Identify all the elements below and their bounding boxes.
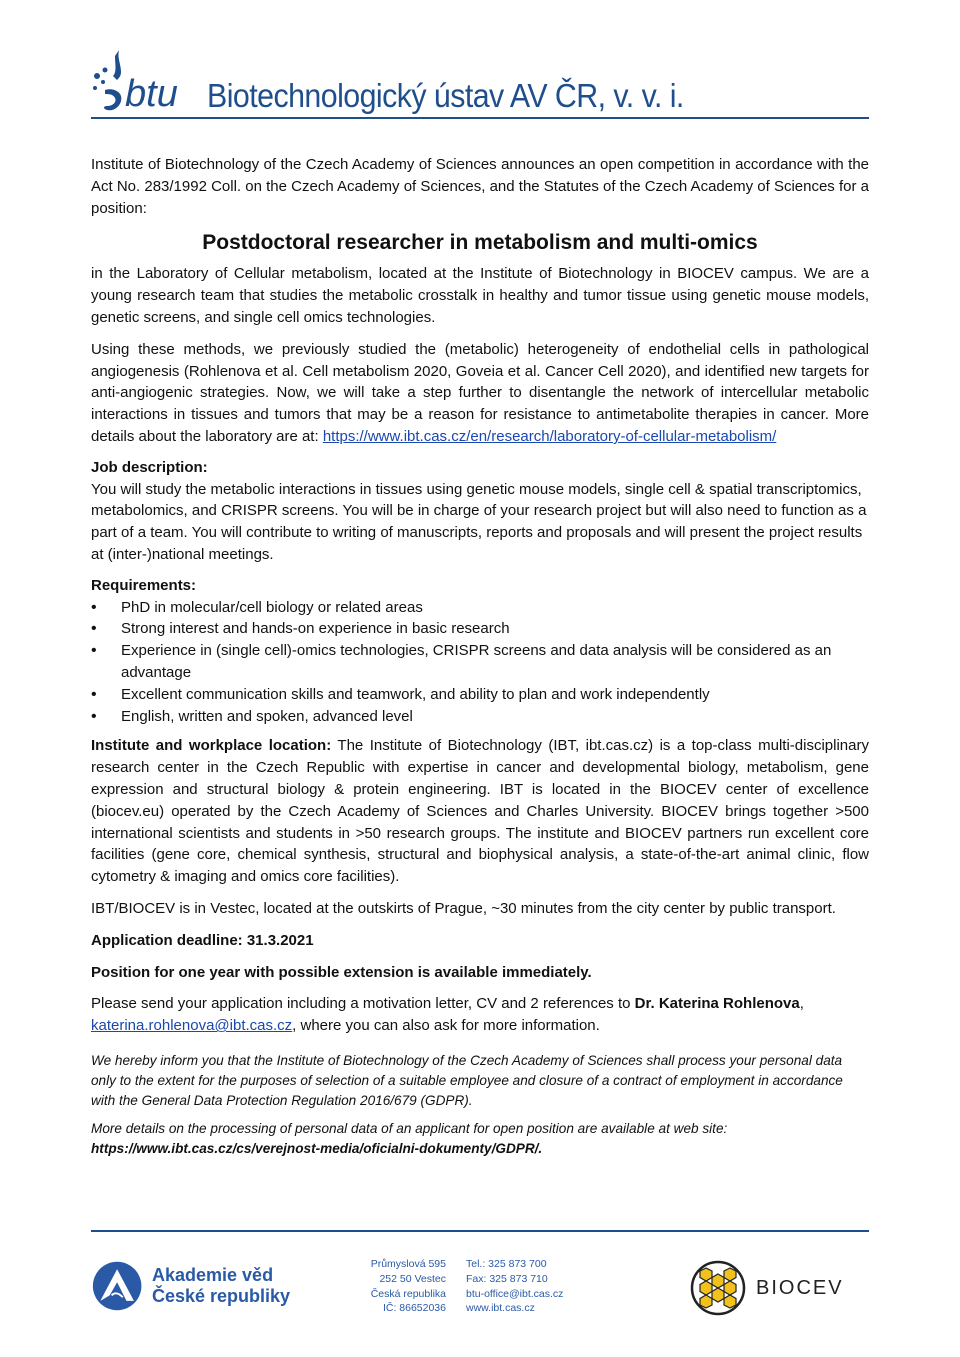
application-paragraph [91,993,869,1037]
institute-label: Institute and workplace location: [91,737,332,755]
application-text-end: , where you can also ask for more information. [292,1017,600,1035]
biocev-name: BIOCEV [756,1277,844,1299]
footer-divider [91,1230,869,1232]
list-item: • Excellent communication skills and teamwork, and ability to plan and work independently [91,684,869,706]
job-description-text: You will study the metabolic interactions in tissues using genetic mouse models, single cell & spatial transcriptomics, metabolomics, and CRISPR screens. You will be in charge of your research project but will also need to function as a part of a team. You will contribute to writing of manuscripts, reports and proposals and will present the project results at (inter-)national meetings. [91,480,867,563]
address-line: 252 50 Vestec [379,1272,446,1285]
gdpr-notice [91,1051,869,1159]
contact-email[interactable]: btu-office@ibt.cas.cz [466,1287,564,1300]
contact-name: Dr. Katerina Rohlenova [634,995,800,1013]
footer-contact [466,1257,563,1316]
contact-email-link[interactable]: katerina.rohlenova@ibt.cas.cz [91,1017,293,1035]
institute-text: The Institute of Biotechnology (IBT, ibt.cas.cz) is a top-class multi-disciplinary research center in the Czech Republic with expertise in cancer and developmental biology, metabolism, gene expression and structural biology & protein engineering. IBT is located in the BIOCEV center of excellence (biocev.eu) operated by the Czech Academy of Sciences and Charles University. BIOCEV brings together >500 international scientists and students in >50 research groups. The institute and BIOCEV partners run excellent core facilities (gene core, chemical synthesis, structural and biophysical analysis, a state-of-the-art animal clinic, flow cytometry & imaging and omics core facilities). [91,737,869,886]
address-line: Česká republika [370,1287,446,1300]
contact-fax: Fax: 325 873 710 [466,1272,548,1285]
list-item: • English, written and spoken, advanced level [91,706,869,728]
location-paragraph: IBT/BIOCEV is in Vestec, located at the outskirts of Prague, ~30 minutes from the city center by public transport. [91,899,836,917]
academy-name [152,1265,290,1307]
job-description-section [91,457,869,566]
address-line: IČ: 86652036 [382,1302,446,1315]
lab-link[interactable]: https://www.ibt.cas.cz/en/research/laboratory-of-cellular-metabolism/ [322,427,777,445]
requirements-section [91,575,869,728]
btu-logo-icon [91,46,203,118]
requirements-label: Requirements: [91,576,197,594]
institute-paragraph [91,735,869,888]
btu-logo-text: btu [125,73,178,115]
gdpr-details-link[interactable]: https://www.ibt.cas.cz/cs/verejnost-media/oficialni-dokumenty/GDPR/. [91,1140,543,1156]
job-description-label: Job description: [91,458,208,476]
application-deadline: Application deadline: 31.3.2021 [91,931,314,949]
institute-name: Biotechnologický ústav AV ČR, v. v. i. [207,77,684,114]
gdpr-details-text: More details on the processing of personal data of an applicant for open position are available at web site: [91,1120,728,1136]
address-line: Průmyslová 595 [370,1258,446,1270]
methods-text: Using these methods, we previously studied the (metabolic) heterogeneity of endothelial cells in pathological angiogenesis (Rohlenova et al. Cell metabolism 2020, Goveia et al. Cancer Cell 2020), and identified new targets for anti-angiogenic strategies. Now, we will take a step further to disentangle the network of intercellular metabolic interactions in tissues and tumors that may be a reason for resistance to antimetabolite therapies in cancer. More details about the laboratory are at: [91,340,869,445]
list-item: • Experience in (single cell)-omics technologies, CRISPR screens and data analysis will be considered as an advantage [91,640,869,684]
application-text: Please send your application including a motivation letter, CV and 2 references to [91,995,631,1013]
academy-name-line1: Akademie věd [152,1265,274,1285]
position-note: Position for one year with possible extension is available immediately. [91,963,592,981]
intro-paragraph: Institute of Biotechnology of the Czech Academy of Sciences announces an open competition in accordance with the Act No. 283/1992 Coll. on the Czech Academy of Sciences, and the Statutes of the Czech Academy of Sciences for a position: [91,156,869,217]
gdpr-details [91,1119,869,1159]
letterhead [91,40,869,120]
header-divider [91,117,869,119]
academy-logo-icon [91,1258,147,1314]
list-item: • Strong interest and hands-on experience in basic research [91,618,869,640]
requirements-list [91,597,869,728]
lab-paragraph: in the Laboratory of Cellular metabolism, located at the Institute of Biotechnology in BIOCEV campus. We are a young research team that studies the metabolic crosstalk in healthy and tumor tissue using genetic mouse models, genetic screens, and single cell omics technologies. [91,265,869,326]
biocev-logo-icon [690,1260,746,1316]
academy-name-line2: České republiky [152,1286,291,1306]
announcement-body [91,154,869,1167]
gdpr-text: We hereby inform you that the Institute of Biotechnology of the Czech Academy of Sciences shall process your personal data only to the extent for the purposes of selection of a suitable employee and closure of a contract of employment in accordance with the General Data Protection Regulation 2016/679 (GDPR). [91,1052,843,1108]
job-title: Postdoctoral researcher in metabolism and multi-omics [202,231,758,255]
methods-paragraph [91,339,869,448]
contact-website[interactable]: www.ibt.cas.cz [466,1302,535,1315]
comma: , [799,995,804,1013]
contact-phone: Tel.: 325 873 700 [466,1258,547,1270]
footer-address [354,1257,446,1316]
list-item: • PhD in molecular/cell biology or related areas [91,597,869,619]
